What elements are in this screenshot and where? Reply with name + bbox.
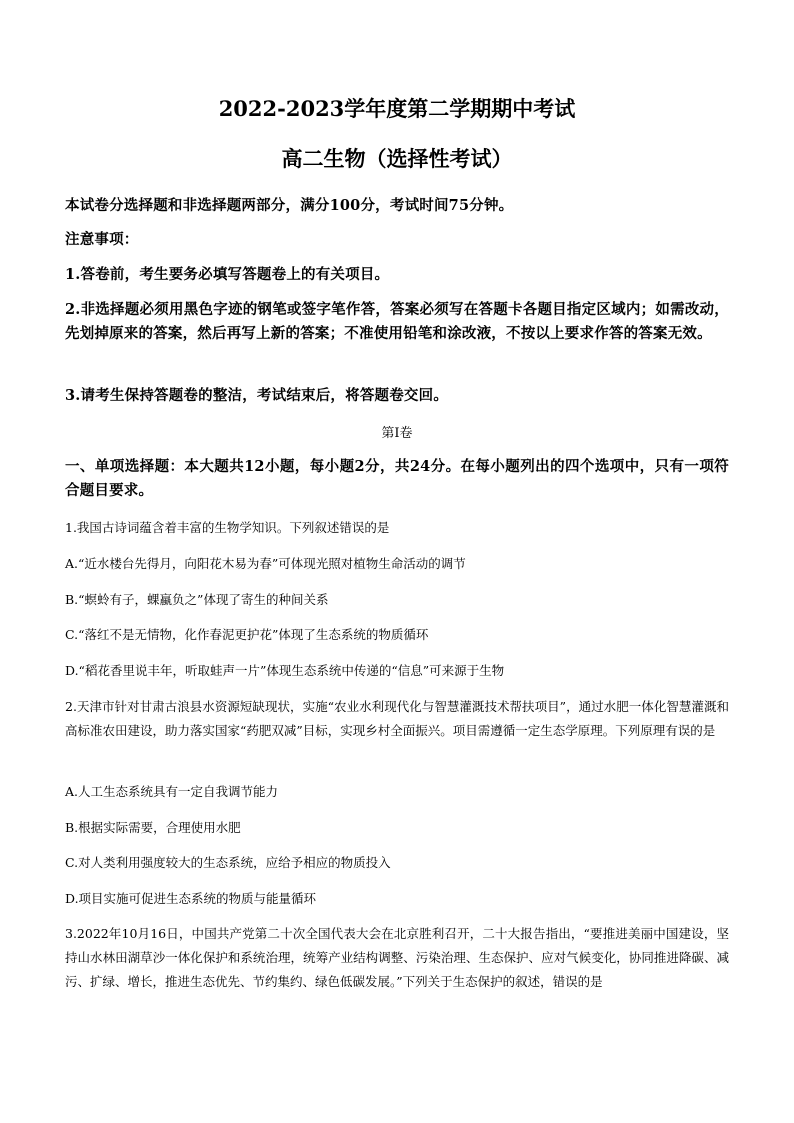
intro-text: 本试卷分选择题和非选择题两部分，满分100分，考试时间75分钟。 bbox=[65, 197, 514, 214]
notes-heading: 注意事项： bbox=[65, 231, 139, 248]
question-option: C.“落红不是无情物，化作春泥更护花”体现了生态系统的物质循环 bbox=[65, 627, 429, 642]
note-item: 1.答卷前，考生要务必填写答题卷上的有关项目。 bbox=[65, 266, 390, 283]
volume-heading: 第Ⅰ卷 bbox=[381, 426, 413, 441]
note-item: 2.非选择题必须用黑色字迹的钢笔或签字笔作答，答案必须写在答题卡各题目指定区域内；如需改动，先划掉原来的答案，然后再写上新的答案；不准使用铅笔和涂改液，不按以上要求作答的答案无效。 bbox=[65, 301, 729, 342]
question-option: D.项目实施可促进生态系统的物质与能量循环 bbox=[65, 891, 317, 906]
question-stem: 1.我国古诗词蕴含着丰富的生物学知识。下列叙述错误的是 bbox=[65, 520, 390, 535]
question-option: A.“近水楼台先得月，向阳花木易为春”可体现光照对植物生命活动的调节 bbox=[65, 556, 466, 571]
question-option: D.“稻花香里说丰年，听取蛙声一片”体现生态系统中传递的“信息”可来源于生物 bbox=[65, 663, 505, 678]
question-option: B.“螟蛉有子，蜾蠃负之”体现了寄生的种间关系 bbox=[65, 592, 329, 607]
question-option: B.根据实际需要，合理使用水肥 bbox=[65, 820, 241, 835]
question-stem: 2.天津市针对甘肃古浪县水资源短缺现状，实施“农业水利现代化与智慧灌溉技术帮扶项目”，通过水肥一体化智慧灌溉和高标准农田建设，助力落实国家“药肥双减”目标，实现乡村全面振兴。项目需遵循一定生态学原理。下列原理有误的是 bbox=[65, 699, 729, 738]
note-item: 3.请考生保持答题卷的整洁，考试结束后，将答题卷交回。 bbox=[65, 387, 449, 404]
question-stem: 3.2022年10月16日，中国共产党第二十次全国代表大会在北京胜利召开，二十大报告指出，“要推进美丽中国建设，坚持山水林田湖草沙一体化保护和系统治理，统筹产业结构调整、污染治理、生态保护、应对气候变化，协同推进降碳、减污、扩绿、增长，推进生态优先、节约集约、绿色低碳发展。”下列关于生态保护的叙述，错误的是 bbox=[65, 926, 729, 989]
section-heading: 一、单项选择题：本大题共12小题，每小题2分，共24分。在每小题列出的四个选项中，只有一项符合题目要求。 bbox=[65, 458, 729, 499]
question-option: C.对人类利用强度较大的生态系统，应给予相应的物质投入 bbox=[65, 855, 391, 870]
exam-title: 2022-2023学年度第二学期期中考试 bbox=[218, 96, 576, 121]
exam-subtitle: 高二生物（选择性考试） bbox=[281, 146, 513, 171]
question-option: A.人工生态系统具有一定自我调节能力 bbox=[65, 784, 279, 799]
